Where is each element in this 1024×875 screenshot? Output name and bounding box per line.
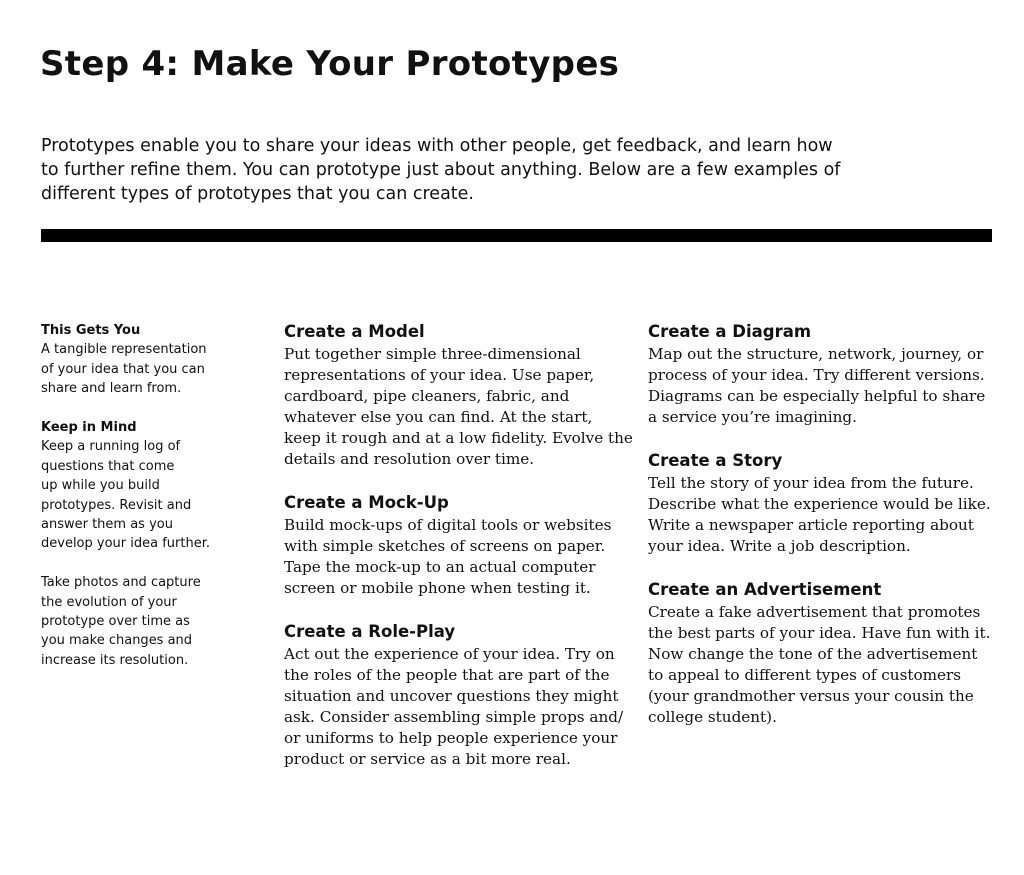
create-mockup-text [284,515,634,599]
body-line: Tell the story of your idea from the future. [648,474,974,492]
create-advertisement-heading: Create an Advertisement [648,580,882,599]
create-mockup-section [284,491,634,599]
body-line: or uniforms to help people experience your [284,729,618,747]
keep-in-mind-heading: Keep in Mind [41,420,137,436]
body-line: product or service as a bit more real. [284,750,571,768]
body-line: the best parts of your idea. Have fun with it. [648,624,991,642]
note-line: develop your idea further. [41,536,210,552]
body-line: details and resolution over time. [284,450,535,468]
body-line: Tape the mock-up to an actual computer [284,558,596,576]
body-line: whatever else you can find. At the start, [284,408,593,426]
create-mockup-heading: Create a Mock-Up [284,493,449,512]
body-line: college student). [648,708,777,726]
create-model-section [284,320,634,470]
body-line: to appeal to different types of customers [648,666,962,684]
body-line: representations of your idea. Use paper, [284,366,595,384]
body-line: screen or mobile phone when testing it. [284,579,591,597]
note-line: of your idea that you can [41,361,205,377]
body-line: situation and uncover questions they might [284,687,619,705]
note-line: share and learn from. [41,381,182,397]
intro-line: to further refine them. You can prototype just about anything. Below are a few examples of [41,160,841,180]
create-story-section [648,449,993,557]
note-line: Take photos and capture [41,575,201,591]
create-roleplay-heading: Create a Role-Play [284,622,456,641]
body-line: Write a newspaper article reporting about [648,516,974,534]
body-line: Map out the structure, network, journey, or [648,345,984,363]
body-line: ask. Consider assembling simple props and/ [284,708,624,726]
body-line: Act out the experience of your idea. Try on [284,645,615,663]
keep-in-mind-note [41,418,241,554]
body-line: process of your idea. Try different versions. [648,366,985,384]
create-diagram-heading: Create a Diagram [648,322,812,341]
note-line: prototype over time as [41,614,190,630]
create-diagram-text [648,344,993,428]
create-model-heading: Create a Model [284,322,425,341]
intro-paragraph [41,134,941,206]
this-gets-you-heading: This Gets You [41,323,141,338]
body-line: Now change the tone of the advertisement [648,645,978,663]
body-line: Create a fake advertisement that promotes [648,603,981,621]
intro-line: Prototypes enable you to share your ideas with other people, get feedback, and learn how [41,136,833,156]
body-line: your idea. Write a job description. [648,537,911,555]
note-line: A tangible representation [41,342,207,358]
create-roleplay-text [284,644,634,770]
body-line: Build mock-ups of digital tools or websites [284,516,612,534]
sidebar-notes [41,321,241,690]
create-advertisement-text [648,602,993,728]
create-diagram-section [648,320,993,428]
note-line: Keep a running log of [41,439,181,455]
right-column [648,320,993,749]
body-line: a service you’re imagining. [648,408,857,426]
create-roleplay-section [284,620,634,770]
body-line: the roles of the people that are part of the [284,666,610,684]
section-divider [41,229,992,242]
this-gets-you-note [41,321,241,399]
create-story-heading: Create a Story [648,451,783,470]
note-line: up while you build [41,478,160,494]
create-story-text [648,473,993,557]
body-line: Put together simple three-dimensional [284,345,581,363]
photos-note [41,573,241,670]
middle-column [284,320,634,791]
note-line: questions that come [41,458,175,474]
body-line: cardboard, pipe cleaners, fabric, and [284,387,570,405]
create-advertisement-section [648,578,993,728]
create-model-text [284,344,634,470]
body-line: (your grandmother versus your cousin the [648,687,974,705]
note-line: increase its resolution. [41,652,189,668]
note-line: prototypes. Revisit and [41,497,192,513]
body-line: Diagrams can be especially helpful to share [648,387,986,405]
body-line: keep it rough and at a low fidelity. Evolve the [284,429,633,447]
note-line: you make changes and [41,633,193,649]
note-line: answer them as you [41,517,173,533]
page-title: Step 4: Make Your Prototypes [40,44,620,84]
body-line: with simple sketches of screens on paper. [284,537,606,555]
intro-line: different types of prototypes that you can create. [41,184,474,204]
note-line: the evolution of your [41,594,177,610]
body-line: Describe what the experience would be like. [648,495,991,513]
